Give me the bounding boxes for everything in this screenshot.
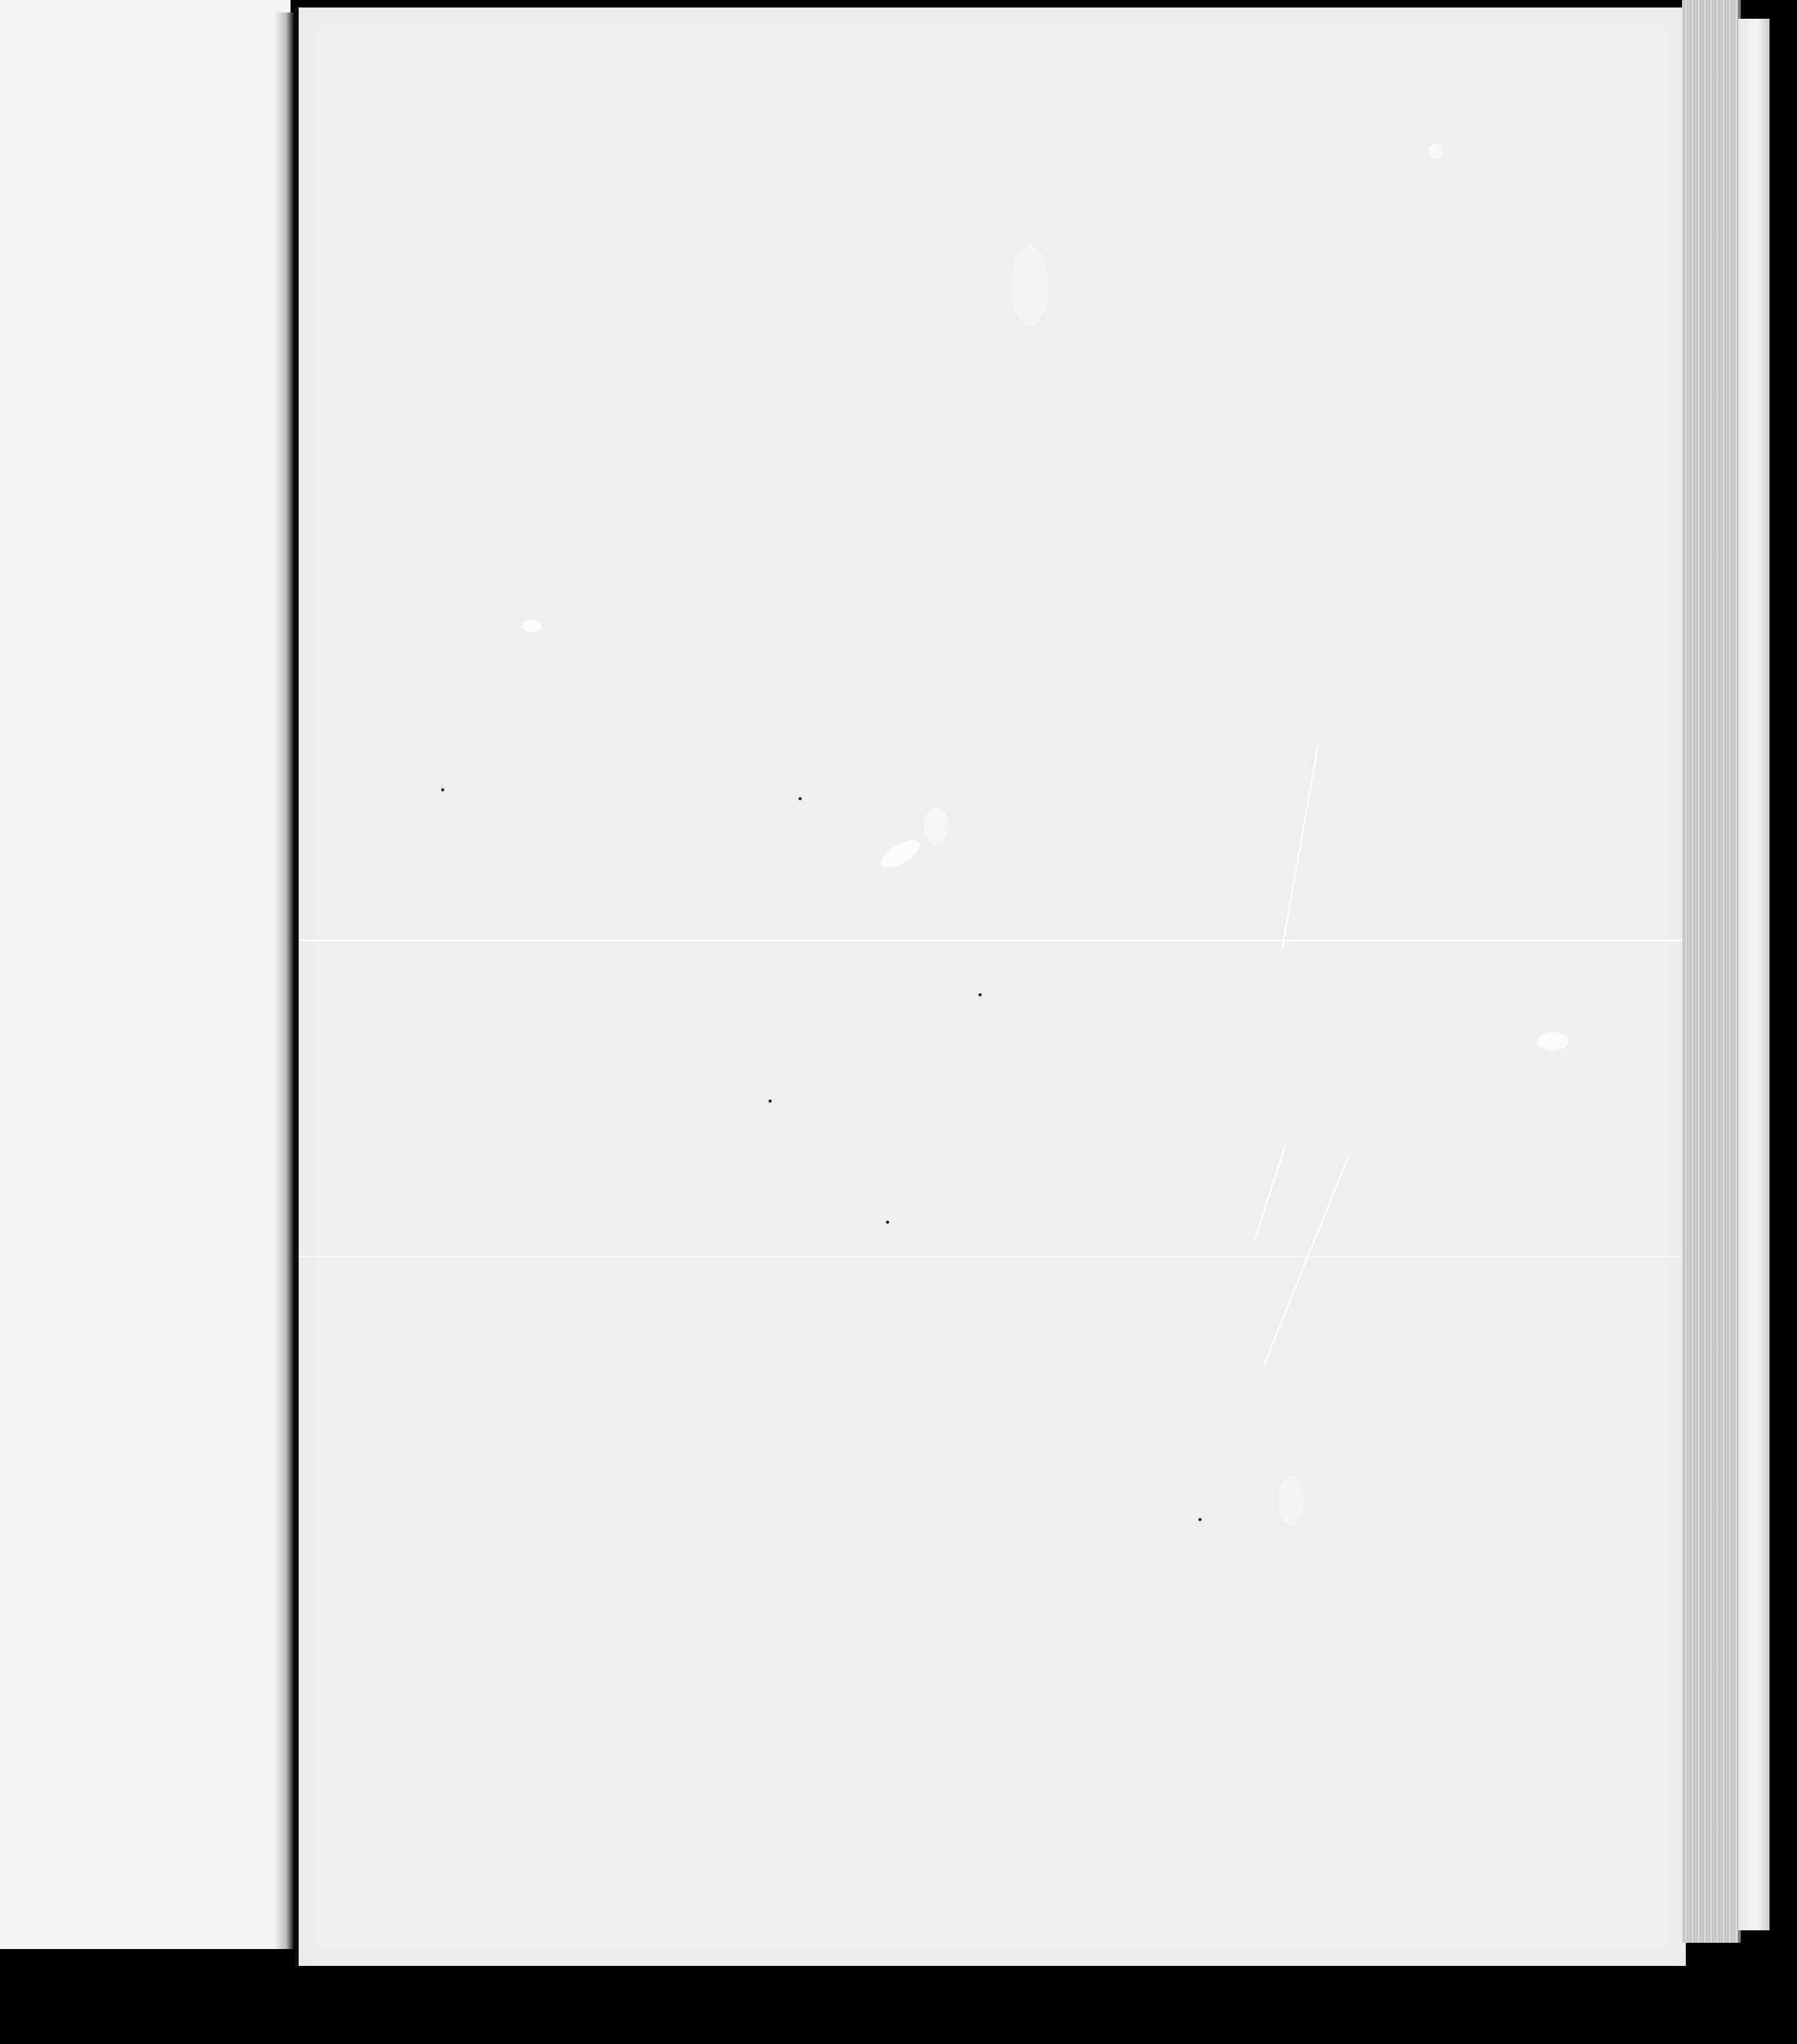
ink-speck <box>978 993 982 996</box>
ink-speck <box>799 797 802 800</box>
dust-speck <box>877 835 924 873</box>
scan-streak <box>299 1256 1686 1258</box>
ink-speck <box>769 1099 772 1103</box>
dust-speck <box>923 807 948 845</box>
dust-speck <box>1278 1476 1303 1526</box>
book-cover-edge <box>1738 19 1770 1930</box>
book-page-edges <box>1682 0 1741 1943</box>
right-blank-page <box>295 7 1686 1966</box>
dust-speck <box>1537 1032 1568 1051</box>
ink-speck <box>1198 1518 1202 1521</box>
scan-scratch <box>1282 745 1319 948</box>
left-page <box>0 0 291 1949</box>
ink-speck <box>441 788 444 791</box>
dust-speck <box>1011 245 1048 326</box>
scan-scratch <box>1263 1157 1349 1366</box>
book-gutter <box>275 12 294 1949</box>
dust-speck <box>1428 144 1443 159</box>
dust-speck <box>522 620 541 632</box>
ink-speck <box>886 1221 889 1224</box>
scan-scratch <box>1254 1144 1287 1240</box>
scan-streak <box>299 940 1686 941</box>
